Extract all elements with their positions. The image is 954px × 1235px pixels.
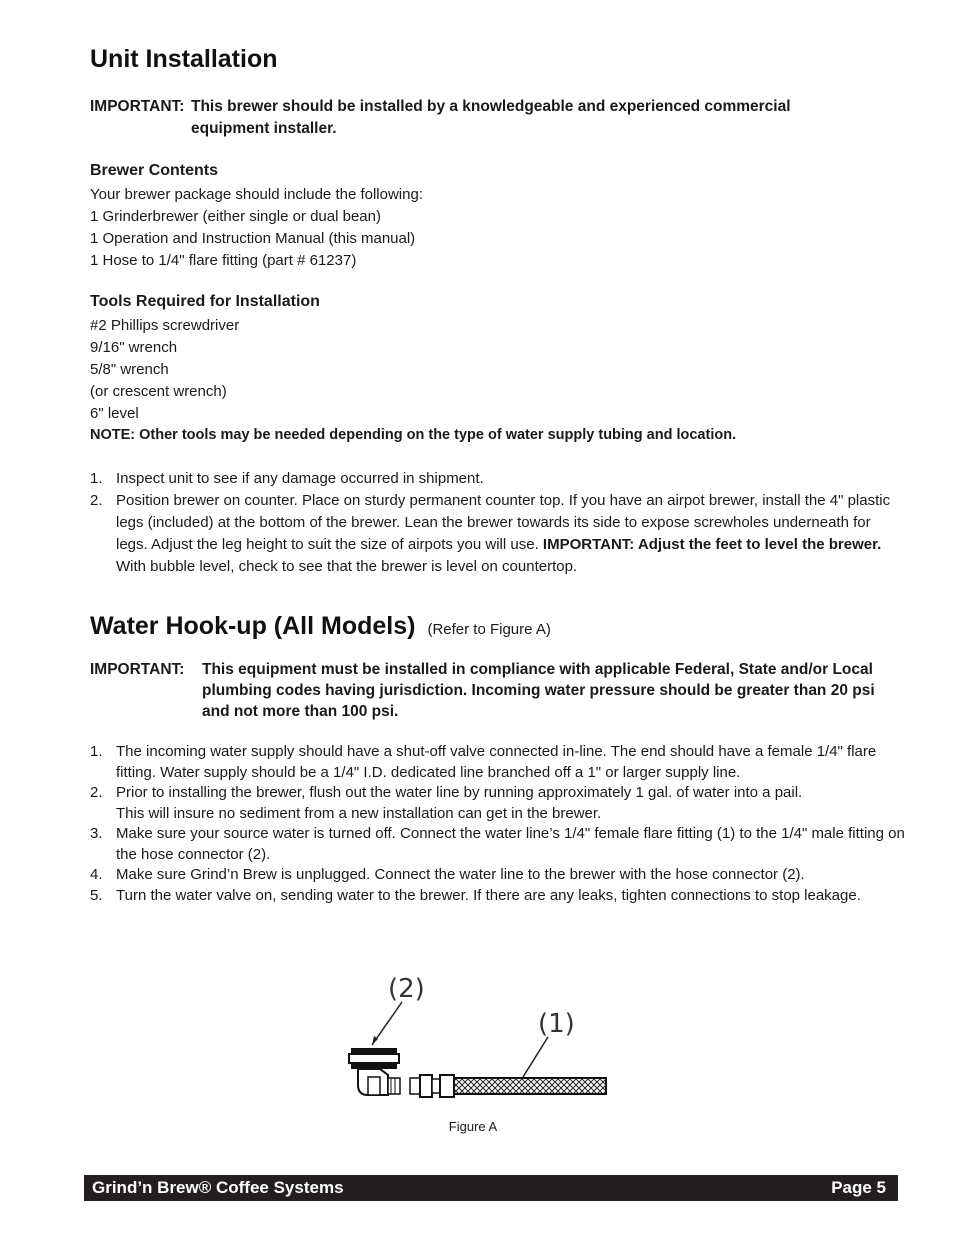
step-number: 1. xyxy=(90,743,103,760)
important-text: This equipment must be installed in compliance with applicable Federal, State and/or Local plumbing codes having jurisdiction. Incoming water pressure should be greater than 20 psi and not more than 100 psi. xyxy=(202,661,875,720)
step-number: 1. xyxy=(90,470,103,487)
water-hookup-title: Water Hook-up (All Models) xyxy=(90,612,416,640)
callout-label-2: (2) xyxy=(388,974,425,1004)
step-text: The incoming water supply should have a shut-off valve connected in-line. The end should have a female 1/4" flare fitting. Water supply should be a 1/4" I.D. dedicated line branched off a 1" or larger supply line. xyxy=(116,743,877,781)
important-label: IMPORTANT: xyxy=(90,98,185,115)
important-text: This brewer should be installed by a knowledgeable and experienced commercial equipment installer. xyxy=(191,98,791,137)
tools-list xyxy=(90,315,239,425)
footer-brand: Grind’n Brew® Coffee Systems xyxy=(92,1178,344,1197)
step-number: 2. xyxy=(90,492,103,509)
contents-line: Your brewer package should include the following: xyxy=(90,186,423,203)
brewer-contents-heading: Brewer Contents xyxy=(90,162,219,179)
step-number: 3. xyxy=(90,825,103,842)
water-line-part xyxy=(410,1075,606,1097)
figure-caption: Figure A xyxy=(448,1119,498,1134)
tool-line: (or crescent wrench) xyxy=(90,383,227,400)
leader-line-1 xyxy=(523,1037,548,1077)
page-footer xyxy=(84,1175,898,1201)
step-text-part: Position brewer on counter. Place on sturdy permanent counter top. If you have an airpot brewer, install the 4" plastic legs (included) at the bottom of the brewer. Lean the brewer towards its side to expose screwholes underneath for legs. Adjust the leg height to suit the size of airpots you will use. xyxy=(116,492,891,553)
step-number: 4. xyxy=(90,866,103,883)
list-item xyxy=(90,468,905,490)
step-text: Make sure your source water is turned off. Connect the water line’s 1/4" female flare fitting (1) to the 1/4" male fitting on the hose connector (2). xyxy=(116,825,905,863)
contents-line: 1 Hose to 1/4" flare fitting (part # 61237) xyxy=(90,252,357,269)
step-text xyxy=(116,783,905,824)
unit-installation-title: Unit Installation xyxy=(90,45,278,73)
list-item xyxy=(90,865,905,886)
list-item xyxy=(90,742,905,783)
contents-line: 1 Grinderbrewer (either single or dual bean) xyxy=(90,208,381,225)
water-hookup-steps xyxy=(90,742,905,906)
page-number: Page 5 xyxy=(831,1178,886,1197)
tool-line: 6" level xyxy=(90,405,139,422)
figure-reference: (Refer to Figure A) xyxy=(427,621,551,638)
figure-a-diagram xyxy=(330,965,630,1105)
tool-line: #2 Phillips screwdriver xyxy=(90,317,240,334)
list-item xyxy=(90,886,905,907)
tools-heading: Tools Required for Installation xyxy=(90,293,320,310)
brewer-contents-list xyxy=(90,184,423,272)
list-item xyxy=(90,824,905,865)
tool-line: 9/16" wrench xyxy=(90,339,178,356)
list-item xyxy=(90,783,905,824)
tool-line: 5/8" wrench xyxy=(90,361,169,378)
plumbing-important-notice xyxy=(90,659,880,722)
step-text: Make sure Grind’n Brew is unplugged. Connect the water line to the brewer with the hose connector (2). xyxy=(116,866,805,883)
installation-steps xyxy=(90,468,905,578)
installer-important-notice xyxy=(90,96,850,140)
step-text-line: This will insure no sediment from a new installation can get in the brewer. xyxy=(116,804,602,822)
step-important-text: IMPORTANT: Adjust the feet to level the brewer. xyxy=(542,536,882,553)
contents-line: 1 Operation and Instruction Manual (this manual) xyxy=(90,230,416,247)
step-text: Inspect unit to see if any damage occurred in shipment. xyxy=(116,470,484,487)
tools-note: NOTE: Other tools may be needed depending on the type of water supply tubing and location. xyxy=(90,427,737,443)
step-text-line: Prior to installing the brewer, flush out the water line by running approximately 1 gal. of water into a pail. xyxy=(116,784,803,801)
hose-connector-part xyxy=(349,1048,400,1095)
step-text xyxy=(116,490,905,578)
water-hookup-heading xyxy=(90,612,551,641)
step-text-part: With bubble level, check to see that the brewer is level on countertop. xyxy=(116,558,578,575)
step-number: 5. xyxy=(90,886,103,904)
callout-label-1: (1) xyxy=(538,1009,575,1039)
step-number: 2. xyxy=(90,784,103,801)
list-item xyxy=(90,490,905,578)
step-text: Turn the water valve on, sending water to the brewer. If there are any leaks, tighten connections to stop leakage. xyxy=(116,886,861,904)
important-label: IMPORTANT: xyxy=(90,661,185,678)
